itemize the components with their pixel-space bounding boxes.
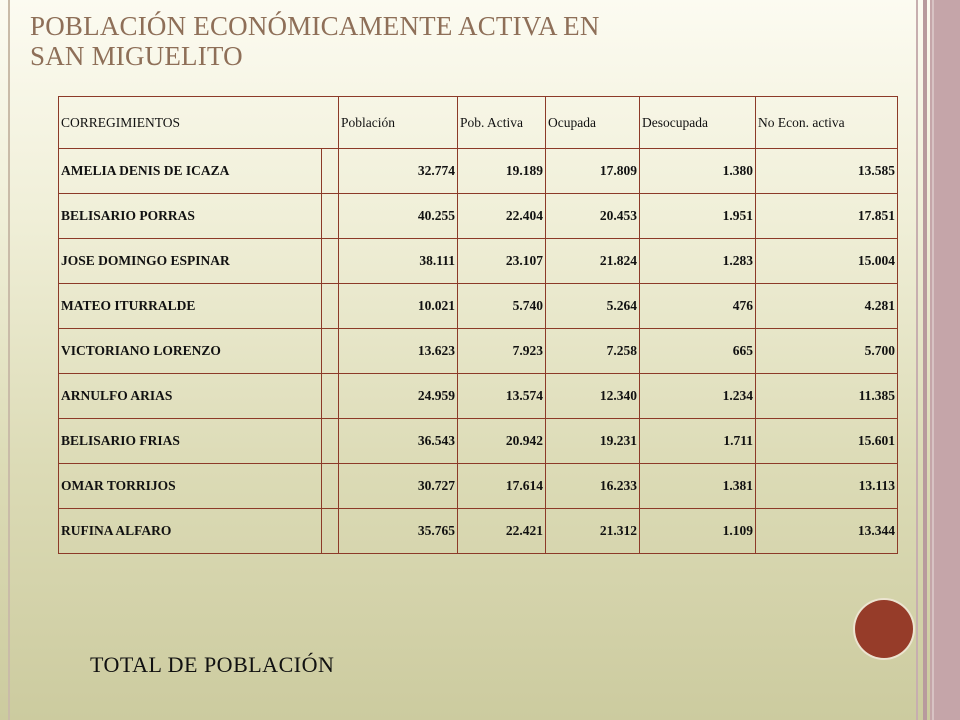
cell-pob-activa: 17.614: [458, 464, 546, 509]
total-population-label: TOTAL DE POBLACIÓN: [90, 652, 335, 677]
cell-spacer: [322, 284, 339, 329]
cell-desocupada: 476: [640, 284, 756, 329]
cell-no-econ-activa: 13.113: [756, 464, 898, 509]
cell-spacer: [322, 509, 339, 554]
cell-poblacion: 36.543: [339, 419, 458, 464]
population-table: [58, 96, 898, 554]
slide-title-line1: POBLACIÓN ECONÓMICAMENTE ACTIVA EN: [30, 11, 600, 41]
cell-spacer: [322, 239, 339, 284]
cell-spacer: [322, 374, 339, 419]
cell-poblacion: 38.111: [339, 239, 458, 284]
cell-desocupada: 1.711: [640, 419, 756, 464]
cell-pob-activa: 5.740: [458, 284, 546, 329]
cell-poblacion: 35.765: [339, 509, 458, 554]
cell-pob-activa: 22.404: [458, 194, 546, 239]
cell-corregimiento: VICTORIANO LORENZO: [59, 329, 322, 374]
cell-no-econ-activa: 11.385: [756, 374, 898, 419]
table-header-row: [59, 97, 898, 149]
cell-poblacion: 32.774: [339, 149, 458, 194]
cell-desocupada: 1.109: [640, 509, 756, 554]
cell-spacer: [322, 419, 339, 464]
right-decorative-line: [932, 0, 934, 720]
cell-poblacion: 40.255: [339, 194, 458, 239]
table-row: [59, 509, 898, 554]
cell-poblacion: 24.959: [339, 374, 458, 419]
cell-ocupada: 5.264: [546, 284, 640, 329]
cell-no-econ-activa: 17.851: [756, 194, 898, 239]
cell-no-econ-activa: 15.004: [756, 239, 898, 284]
cell-corregimiento: BELISARIO FRIAS: [59, 419, 322, 464]
cell-ocupada: 21.824: [546, 239, 640, 284]
cell-spacer: [322, 329, 339, 374]
cell-no-econ-activa: 5.700: [756, 329, 898, 374]
header-pob-activa: Pob. Activa: [458, 97, 546, 149]
decorative-circle-icon: [855, 600, 913, 658]
slide-title-line2: SAN MIGUELITO: [30, 41, 243, 71]
cell-no-econ-activa: 15.601: [756, 419, 898, 464]
table-row: [59, 239, 898, 284]
cell-corregimiento: MATEO ITURRALDE: [59, 284, 322, 329]
cell-corregimiento: BELISARIO PORRAS: [59, 194, 322, 239]
table-row: [59, 329, 898, 374]
cell-corregimiento: OMAR TORRIJOS: [59, 464, 322, 509]
cell-poblacion: 10.021: [339, 284, 458, 329]
header-no-econ-activa: No Econ. activa: [756, 97, 898, 149]
cell-corregimiento: JOSE DOMINGO ESPINAR: [59, 239, 322, 284]
cell-pob-activa: 22.421: [458, 509, 546, 554]
table-row: [59, 464, 898, 509]
header-corregimientos: CORREGIMIENTOS: [59, 97, 339, 149]
cell-spacer: [322, 149, 339, 194]
table-row: [59, 194, 898, 239]
table-row: [59, 374, 898, 419]
cell-no-econ-activa: 4.281: [756, 284, 898, 329]
cell-ocupada: 16.233: [546, 464, 640, 509]
slide-title: [30, 11, 600, 71]
cell-spacer: [322, 464, 339, 509]
left-border-rule: [8, 0, 10, 720]
header-poblacion: Población: [339, 97, 458, 149]
cell-desocupada: 1.951: [640, 194, 756, 239]
header-ocupada: Ocupada: [546, 97, 640, 149]
cell-desocupada: 665: [640, 329, 756, 374]
cell-ocupada: 21.312: [546, 509, 640, 554]
cell-no-econ-activa: 13.344: [756, 509, 898, 554]
cell-ocupada: 17.809: [546, 149, 640, 194]
table-row: [59, 149, 898, 194]
table-row: [59, 419, 898, 464]
cell-pob-activa: 7.923: [458, 329, 546, 374]
cell-pob-activa: 20.942: [458, 419, 546, 464]
cell-pob-activa: 13.574: [458, 374, 546, 419]
cell-pob-activa: 19.189: [458, 149, 546, 194]
table-row: [59, 284, 898, 329]
right-decorative-band: [930, 0, 960, 720]
cell-poblacion: 30.727: [339, 464, 458, 509]
cell-desocupada: 1.283: [640, 239, 756, 284]
cell-ocupada: 19.231: [546, 419, 640, 464]
cell-corregimiento: RUFINA ALFARO: [59, 509, 322, 554]
cell-pob-activa: 23.107: [458, 239, 546, 284]
cell-ocupada: 7.258: [546, 329, 640, 374]
cell-ocupada: 12.340: [546, 374, 640, 419]
cell-desocupada: 1.380: [640, 149, 756, 194]
cell-spacer: [322, 194, 339, 239]
cell-corregimiento: AMELIA DENIS DE ICAZA: [59, 149, 322, 194]
cell-no-econ-activa: 13.585: [756, 149, 898, 194]
cell-corregimiento: ARNULFO ARIAS: [59, 374, 322, 419]
right-decorative-line: [923, 0, 927, 720]
cell-poblacion: 13.623: [339, 329, 458, 374]
cell-desocupada: 1.381: [640, 464, 756, 509]
right-decorative-line: [916, 0, 918, 720]
cell-ocupada: 20.453: [546, 194, 640, 239]
cell-desocupada: 1.234: [640, 374, 756, 419]
header-desocupada: Desocupada: [640, 97, 756, 149]
